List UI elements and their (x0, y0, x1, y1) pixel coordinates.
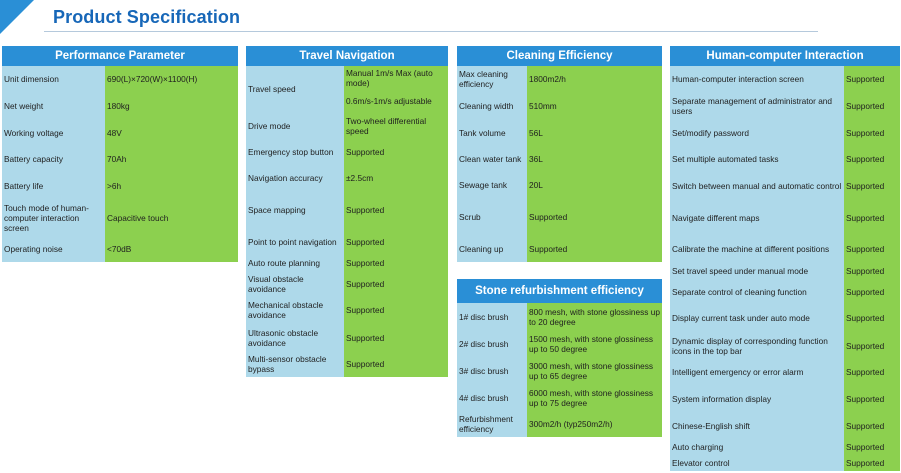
hci-row (670, 262, 900, 279)
travel-row (246, 229, 448, 254)
stone-row-value: 1500 mesh, with stone glossiness up to 50 degree (527, 330, 662, 357)
cleaning-row-value: 1800m2/h (527, 66, 662, 92)
hci-row-label: Intelligent emergency or error alarm (670, 359, 844, 385)
hci-row (670, 385, 900, 412)
cleaning-row (457, 236, 662, 262)
cleaning-row (457, 198, 662, 236)
performance-row-value: Capacitive touch (105, 199, 238, 236)
hci-row-label: Separate management of administrator and users (670, 92, 844, 119)
travel-row-label: Space mapping (246, 191, 344, 229)
stone-row (457, 411, 662, 437)
cleaning-row-label: Clean water tank (457, 146, 527, 171)
performance-row-label: Working voltage (2, 119, 105, 146)
performance-row-label: Net weight (2, 92, 105, 119)
hci-row (670, 146, 900, 172)
performance-row (2, 66, 238, 92)
hci-row-value: Supported (844, 146, 900, 172)
stone-row-value: 3000 mesh, with stone glossiness up to 65 degree (527, 357, 662, 384)
travel-row-value: Supported (344, 351, 448, 377)
performance-row (2, 236, 238, 262)
travel-row (246, 254, 448, 271)
hci-header: Human-computer Interaction (670, 46, 900, 66)
performance-row-value: 180kg (105, 92, 238, 119)
hci-row (670, 412, 900, 439)
hci-row (670, 332, 900, 359)
travel-row-value: Supported (344, 229, 448, 254)
travel-row-value: Supported (344, 324, 448, 351)
travel-row-value: Supported (344, 296, 448, 324)
hci-row-label: Auto charging (670, 439, 844, 455)
travel-speed-row (246, 66, 448, 112)
stone-header: Stone refurbishment efficiency (457, 279, 662, 303)
travel-row-value: Two-wheel differential speed (344, 112, 448, 139)
cleaning-row (457, 119, 662, 146)
travel-row-label: Emergency stop button (246, 139, 344, 164)
hci-row-value: Supported (844, 236, 900, 262)
hci-row (670, 304, 900, 332)
hci-row-value: Supported (844, 385, 900, 412)
hci-row-value: Supported (844, 119, 900, 146)
performance-row-label: Battery life (2, 172, 105, 199)
hci-row-label: Display current task under auto mode (670, 304, 844, 332)
travel-row (246, 164, 448, 191)
travel-row-value: Supported (344, 271, 448, 296)
performance-row-label: Operating noise (2, 236, 105, 262)
travel-row-label: Mechanical obstacle avoidance (246, 296, 344, 324)
hci-row-label: Chinese-English shift (670, 412, 844, 439)
performance-row-value: 48V (105, 119, 238, 146)
performance-row-value: >6h (105, 172, 238, 199)
hci-row-value: Supported (844, 455, 900, 471)
stone-row-label: 2# disc brush (457, 330, 527, 357)
travel-row-value: Supported (344, 254, 448, 271)
performance-row-value: <70dB (105, 236, 238, 262)
hci-row-label: Separate control of cleaning function (670, 279, 844, 304)
stone-row-label: 3# disc brush (457, 357, 527, 384)
cleaning-row (457, 66, 662, 92)
hci-row-value: Supported (844, 304, 900, 332)
cleaning-row-label: Tank volume (457, 119, 527, 146)
cleaning-row-value: Supported (527, 198, 662, 236)
hci-row-label: Navigate different maps (670, 199, 844, 236)
performance-row-label: Unit dimension (2, 66, 105, 92)
travel-row-label: Visual obstacle avoidance (246, 271, 344, 296)
hci-row (670, 359, 900, 385)
hci-row (670, 455, 900, 471)
stone-row-label: 1# disc brush (457, 303, 527, 330)
performance-row-label: Battery capacity (2, 146, 105, 172)
travel-speed-value-1: Manual 1m/s Max (auto mode) (344, 66, 448, 89)
hci-row (670, 199, 900, 236)
travel-row (246, 324, 448, 351)
hci-row (670, 119, 900, 146)
cleaning-row-value: 20L (527, 171, 662, 198)
hci-row-value: Supported (844, 172, 900, 199)
hci-row-value: Supported (844, 92, 900, 119)
stone-row (457, 330, 662, 357)
hci-panel (670, 46, 900, 471)
hci-row (670, 279, 900, 304)
hci-row-label: Elevator control (670, 455, 844, 471)
hci-row-label: Set travel speed under manual mode (670, 262, 844, 279)
travel-row-label: Drive mode (246, 112, 344, 139)
travel-speed-label: Travel speed (246, 66, 344, 112)
hci-row (670, 439, 900, 455)
stone-row (457, 384, 662, 411)
travel-row-label: Multi-sensor obstacle bypass (246, 351, 344, 377)
cleaning-row-label: Cleaning up (457, 236, 527, 262)
cleaning-row-label: Cleaning width (457, 92, 527, 119)
travel-row-label: Point to point navigation (246, 229, 344, 254)
performance-row-value: 690(L)×720(W)×1100(H) (105, 66, 238, 92)
stone-row (457, 357, 662, 384)
travel-row (246, 191, 448, 229)
travel-panel (246, 46, 448, 377)
hci-row-value: Supported (844, 359, 900, 385)
travel-row (246, 139, 448, 164)
stone-row-label: Refurbishment efficiency (457, 411, 527, 437)
travel-row-value: ±2.5cm (344, 164, 448, 191)
cleaning-header: Cleaning Efficiency (457, 46, 662, 66)
performance-row (2, 199, 238, 236)
hci-row-label: Set/modify password (670, 119, 844, 146)
travel-row (246, 112, 448, 139)
cleaning-row-value: 510mm (527, 92, 662, 119)
hci-row-value: Supported (844, 412, 900, 439)
hci-row-value: Supported (844, 439, 900, 455)
cleaning-row-label: Sewage tank (457, 171, 527, 198)
performance-row-label: Touch mode of human-computer interaction screen (2, 199, 105, 236)
performance-panel (2, 46, 238, 262)
travel-header: Travel Navigation (246, 46, 448, 66)
hci-row-label: Human-computer interaction screen (670, 66, 844, 92)
cleaning-row (457, 171, 662, 198)
hci-row-label: Switch between manual and automatic control (670, 172, 844, 199)
title-divider (44, 31, 818, 32)
travel-row (246, 351, 448, 377)
page-title: Product Specification (53, 7, 241, 27)
stone-row (457, 303, 662, 330)
hci-row-label: Calibrate the machine at different positions (670, 236, 844, 262)
stone-panel (457, 279, 662, 437)
travel-row-value: Supported (344, 191, 448, 229)
performance-row (2, 119, 238, 146)
hci-row-label: Set multiple automated tasks (670, 146, 844, 172)
performance-row (2, 172, 238, 199)
hci-row (670, 172, 900, 199)
hci-row-value: Supported (844, 279, 900, 304)
travel-row-value: Supported (344, 139, 448, 164)
travel-row-label: Ultrasonic obstacle avoidance (246, 324, 344, 351)
hci-row-label: System information display (670, 385, 844, 412)
corner-accent (0, 0, 34, 34)
cleaning-row-label: Max cleaning efficiency (457, 66, 527, 92)
travel-row-label: Auto route planning (246, 254, 344, 271)
travel-row (246, 296, 448, 324)
cleaning-row (457, 92, 662, 119)
hci-row-value: Supported (844, 66, 900, 92)
stone-row-value: 300m2/h (typ250m2/h) (527, 411, 662, 437)
cleaning-row (457, 146, 662, 171)
cleaning-row-value: 36L (527, 146, 662, 171)
performance-header: Performance Parameter (2, 46, 238, 66)
travel-row-label: Navigation accuracy (246, 164, 344, 191)
hci-row (670, 236, 900, 262)
hci-row-value: Supported (844, 199, 900, 236)
travel-speed-value-2: 0.6m/s-1m/s adjustable (344, 89, 448, 112)
hci-row (670, 92, 900, 119)
hci-row-value: Supported (844, 332, 900, 359)
cleaning-row-value: Supported (527, 236, 662, 262)
hci-row-label: Dynamic display of corresponding function icons in the top bar (670, 332, 844, 359)
performance-row-value: 70Ah (105, 146, 238, 172)
cleaning-row-label: Scrub (457, 198, 527, 236)
stone-row-value: 800 mesh, with stone glossiness up to 20 degree (527, 303, 662, 330)
cleaning-row-value: 56L (527, 119, 662, 146)
hci-row-value: Supported (844, 262, 900, 279)
stone-row-value: 6000 mesh, with stone glossiness up to 75 degree (527, 384, 662, 411)
travel-row (246, 271, 448, 296)
performance-row (2, 92, 238, 119)
performance-row (2, 146, 238, 172)
stone-row-label: 4# disc brush (457, 384, 527, 411)
cleaning-panel (457, 46, 662, 262)
hci-row (670, 66, 900, 92)
